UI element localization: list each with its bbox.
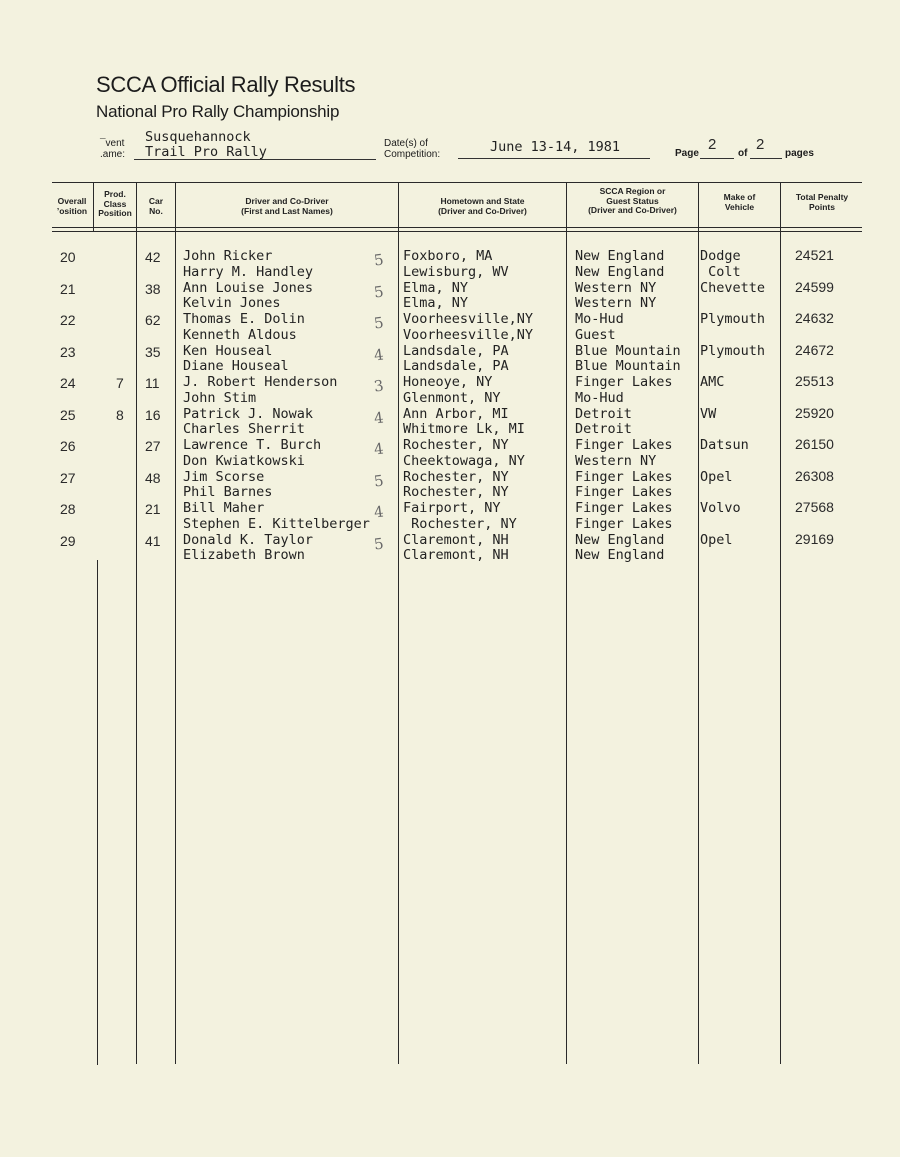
region-codriver: Finger Lakes [575, 484, 673, 501]
car-number: 21 [145, 501, 161, 517]
hometown-codriver: Lewisburg, WV [403, 263, 509, 280]
region-codriver: Detroit [575, 421, 632, 438]
codriver-name: Kenneth Aldous [183, 326, 297, 343]
vehicle-make: Plymouth [700, 342, 766, 359]
region-driver: Western NY [575, 279, 657, 296]
event-label-top: ¯vent [100, 138, 125, 149]
col-divider-4 [398, 182, 399, 1064]
overall-position: 21 [60, 280, 76, 297]
hometown-driver: Voorheesville,NY [403, 311, 534, 327]
region-codriver: Western NY [575, 295, 657, 312]
col-divider-6 [698, 182, 699, 1064]
vehicle-make: Plymouth [700, 311, 766, 327]
driver-name: Ken Houseal [183, 342, 273, 359]
region-codriver: Guest [575, 326, 616, 343]
driver-name: Ann Louise Jones [183, 279, 314, 296]
region-driver: New England [575, 531, 665, 548]
hometown-driver: Foxboro, MA [403, 248, 493, 264]
vehicle-make: Opel [700, 531, 733, 548]
codriver-name: Harry M. Handley [183, 263, 314, 280]
penalty-points: 26308 [795, 467, 834, 484]
event-name-line1: Susquehannock [145, 129, 251, 145]
driver-name: Lawrence T. Burch [183, 437, 322, 453]
driver-name: John Ricker [183, 248, 273, 264]
hometown-driver: Rochester, NY [403, 437, 509, 453]
penalty-points: 29169 [795, 530, 834, 547]
hometown-driver: Ann Arbor, MI [403, 405, 509, 422]
hometown-driver: Elma, NY [403, 279, 469, 296]
car-number: 62 [145, 312, 161, 328]
col-header-make: Make of Vehicle [723, 192, 756, 212]
dates-label-bottom: Competition: [384, 149, 441, 160]
tally-mark: 4 [372, 502, 385, 522]
hometown-driver: Claremont, NH [403, 531, 509, 548]
overall-position: 26 [60, 438, 76, 454]
car-number: 16 [145, 406, 161, 423]
tally-mark: 4 [372, 344, 385, 365]
codriver-name: Don Kwiatkowski [183, 452, 305, 469]
region-codriver: Mo-Hud [575, 389, 624, 406]
penalty-points: 24632 [795, 310, 834, 326]
codriver-name: Stephen E. Kittelberger [183, 515, 370, 532]
col-header-driver: Driver and Co-Driver (First and Last Names) [241, 196, 333, 216]
codriver-name: Elizabeth Brown [183, 547, 305, 564]
penalty-points: 24521 [795, 247, 834, 263]
driver-name: Bill Maher [183, 500, 265, 516]
overall-position: 22 [60, 312, 76, 328]
region-driver: Detroit [575, 405, 632, 422]
page-label: Page [675, 148, 699, 159]
vehicle-make: Opel [700, 468, 733, 485]
vehicle-make: Chevette [700, 279, 766, 296]
driver-name: J. Robert Henderson [183, 374, 338, 390]
driver-name: Patrick J. Nowak [183, 405, 314, 422]
vehicle-make: VW [700, 405, 717, 422]
tally-mark: 5 [372, 313, 385, 333]
hometown-codriver: Glenmont, NY [403, 389, 501, 406]
col-header-class: Prod. Class Position [98, 189, 132, 218]
class-position: 8 [116, 406, 124, 423]
tally-mark: 5 [372, 250, 385, 270]
of-label: of [738, 148, 748, 159]
driver-name: Donald K. Taylor [183, 531, 314, 548]
codriver-name: John Stim [183, 389, 257, 406]
col-divider-1-body [97, 560, 98, 1065]
region-driver: Mo-Hud [575, 311, 624, 327]
vehicle-make: Volvo [700, 500, 741, 516]
car-number: 48 [145, 469, 161, 486]
region-driver: Finger Lakes [575, 437, 673, 453]
overall-position: 28 [60, 501, 76, 517]
penalty-points: 24599 [795, 278, 834, 295]
car-number: 42 [145, 249, 161, 265]
page-number: 2 [708, 136, 717, 153]
region-driver: Finger Lakes [575, 468, 673, 485]
codriver-name: Kelvin Jones [183, 295, 281, 312]
tally-mark: 5 [372, 533, 385, 554]
col-header-region: SCCA Region or Guest Status (Driver and Co-Driver) [588, 186, 677, 215]
region-driver: New England [575, 248, 665, 264]
overall-position: 20 [60, 249, 76, 265]
col-header-points: Total Penalty Points [795, 192, 849, 212]
hometown-driver: Landsdale, PA [403, 342, 509, 359]
hometown-codriver: Rochester, NY [403, 484, 509, 501]
hometown-codriver: Cheektowaga, NY [403, 452, 525, 469]
vehicle-make: AMC [700, 374, 725, 390]
region-codriver: Finger Lakes [575, 515, 673, 532]
table-top-border [52, 182, 862, 183]
document-title: SCCA Official Rally Results [96, 72, 356, 97]
region-codriver: Blue Mountain [575, 358, 681, 375]
page-total-underline [750, 144, 782, 159]
tally-mark: 4 [372, 407, 385, 428]
region-driver: Finger Lakes [575, 374, 673, 390]
overall-position: 27 [60, 469, 76, 486]
codriver-name: Diane Houseal [183, 358, 289, 375]
hometown-codriver: Claremont, NH [403, 547, 509, 564]
event-name-line2: Trail Pro Rally [145, 144, 267, 160]
hometown-codriver: Whitmore Lk, MI [403, 421, 525, 438]
driver-name: Thomas E. Dolin [183, 311, 305, 327]
table-header-border [52, 227, 862, 228]
codriver-name: Charles Sherrit [183, 421, 305, 438]
car-number: 35 [145, 343, 161, 360]
col-divider-5 [566, 182, 567, 1064]
tally-mark: 4 [372, 439, 385, 459]
hometown-driver: Rochester, NY [403, 468, 509, 485]
penalty-points: 25920 [795, 404, 834, 421]
col-divider-2 [136, 182, 137, 1064]
codriver-name: Phil Barnes [183, 484, 273, 501]
tally-mark: 5 [372, 470, 385, 491]
car-number: 27 [145, 438, 161, 454]
col-header-hometown: Hometown and State (Driver and Co-Driver) [438, 196, 527, 216]
overall-position: 25 [60, 406, 76, 423]
tally-mark: 5 [372, 281, 385, 302]
dates-label-top: Date(s) of [384, 138, 428, 149]
penalty-points: 24672 [795, 341, 834, 358]
vehicle-make: Dodge [700, 248, 741, 264]
table-header-border-double [52, 231, 862, 232]
tally-mark: 3 [372, 376, 385, 396]
col-divider-3 [175, 182, 176, 1064]
col-divider-7 [780, 182, 781, 1064]
col-header-car: Car No. [148, 196, 164, 216]
penalty-points: 27568 [795, 499, 834, 515]
vehicle-make-line2: Colt [700, 263, 741, 280]
hometown-codriver: Voorheesville,NY [403, 326, 534, 343]
penalty-points: 26150 [795, 436, 834, 452]
overall-position: 29 [60, 532, 76, 549]
overall-position: 24 [60, 375, 76, 391]
col-header-overall: Overall ’osition [56, 196, 88, 216]
hometown-driver: Fairport, NY [403, 500, 501, 516]
hometown-driver: Honeoye, NY [403, 374, 493, 390]
car-number: 11 [145, 375, 160, 391]
region-codriver: New England [575, 547, 665, 564]
driver-name: Jim Scorse [183, 468, 265, 485]
document-subtitle: National Pro Rally Championship [96, 102, 340, 121]
car-number: 38 [145, 280, 161, 297]
vehicle-make: Datsun [700, 437, 749, 453]
region-driver: Finger Lakes [575, 500, 673, 516]
region-driver: Blue Mountain [575, 342, 681, 359]
car-number: 41 [145, 532, 161, 549]
page-number-underline [700, 144, 734, 159]
event-label-bottom: .ame: [100, 149, 126, 160]
penalty-points: 25513 [795, 373, 834, 389]
pages-label: pages [785, 148, 814, 159]
hometown-codriver: Elma, NY [403, 295, 469, 312]
region-codriver: New England [575, 263, 665, 280]
region-codriver: Western NY [575, 452, 657, 469]
dates-value: June 13-14, 1981 [490, 139, 621, 155]
overall-position: 23 [60, 343, 76, 360]
page-total: 2 [756, 136, 765, 153]
class-position: 7 [116, 375, 124, 391]
hometown-codriver: Landsdale, PA [403, 358, 509, 375]
hometown-codriver: Rochester, NY [403, 515, 517, 532]
